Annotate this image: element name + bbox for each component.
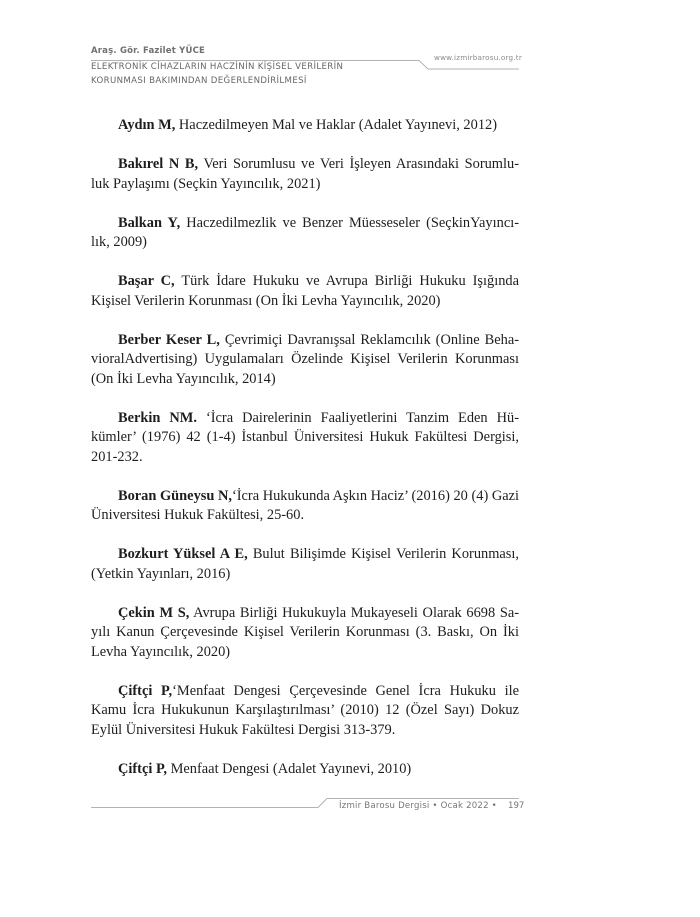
reference-author: Aydın M, [118, 117, 176, 133]
article-title-line-1: ELEKTRONİK CİHAZLARIN HACZİNİN KİŞİSEL VERİLERİN [91, 62, 344, 72]
reference-author: Başar C, [118, 273, 175, 289]
reference-text: Avrupa Birliği Hukukuyla Mukayeseli Olarak 6698 Sa-yılı Kanun Çerçevesinde Kişisel Verilerin Korunması (3. Baskı, On İki Levha Yayıncılık, 2020) [91, 604, 519, 660]
reference-author: Çiftçi P, [118, 760, 168, 777]
reference-text: ‘Menfaat Dengesi Çerçevesinde Genel İcra Hukuku ile Kamu İcra Hukukunun Karşılaştırılması’ (2010) 12 (Özel Sayı) Dokuz Eylül Üniversitesi Hukuk Fakültesi Dergisi 313-379. [91, 682, 519, 738]
reference-text: Haczedilmezlik ve Benzer Müesseseler (SeçkinYayıncı-lık, 2009) [91, 214, 519, 250]
reference-text: ‘İcra Hukukunda Aşkın Haciz’ (2016) 20 (4) Gazi Üniversitesi Hukuk Fakültesi, 25-60. [91, 487, 519, 523]
author-name: Araş. Gör. Fazilet YÜCE [91, 46, 206, 56]
website-link[interactable]: www.izmirbarosu.org.tr [434, 53, 522, 62]
reference-text: Bulut Bilişimde Kişisel Verilerin Korunması, (Yetkin Yayınları, 2016) [91, 546, 519, 582]
reference-author: Boran Güneysu N, [118, 487, 232, 504]
reference-author: Bozkurt Yüksel A E, [118, 546, 248, 562]
reference-author: Balkan Y, [118, 214, 181, 231]
reference-text: Türk İdare Hukuku ve Avrupa Birliği Hukuku Işığında Kişisel Verilerin Korunması (On İki Levha Yayıncılık, 2020) [91, 273, 519, 309]
journal-footer: İzmir Barosu Dergisi • Ocak 2022 • [339, 801, 497, 811]
reference-text: ‘İcra Dairelerinin Faaliyetlerini Tanzim Eden Hü-kümler’ (1976) 42 (1-4) İstanbul Üniversitesi Hukuk Fakültesi Dergisi, 201-232. [91, 409, 519, 465]
reference-author: Berber Keser L, [118, 331, 220, 348]
reference-text: Çevrimiçi Davranışsal Reklamcılık (Online Beha-vioralAdvertising) Uygulamaları Özelinde Kişisel Verilerin Korunması (On İki Levha Yayıncılık, 2014) [91, 331, 519, 387]
reference-text: Veri Sorumlusu ve Veri İşleyen Arasındaki Sorumlu-luk Paylaşımı (Seçkin Yayıncılık, 2021) [91, 156, 519, 192]
page-number: 197 [508, 801, 525, 811]
reference-author: Çiftçi P, [118, 682, 173, 699]
reference-author: Berkin NM. [118, 409, 197, 426]
reference-author: Çekin M S, [118, 604, 190, 621]
reference-text: Menfaat Dengesi (Adalet Yayınevi, 2010) [167, 760, 412, 777]
reference-text: Haczedilmeyen Mal ve Haklar (Adalet Yayınevi, 2012) [175, 117, 497, 133]
article-title-line-2: KORUNMASI BAKIMINDAN DEĞERLENDİRİLMESİ [91, 76, 307, 86]
reference-author: Bakırel N B, [118, 156, 199, 172]
